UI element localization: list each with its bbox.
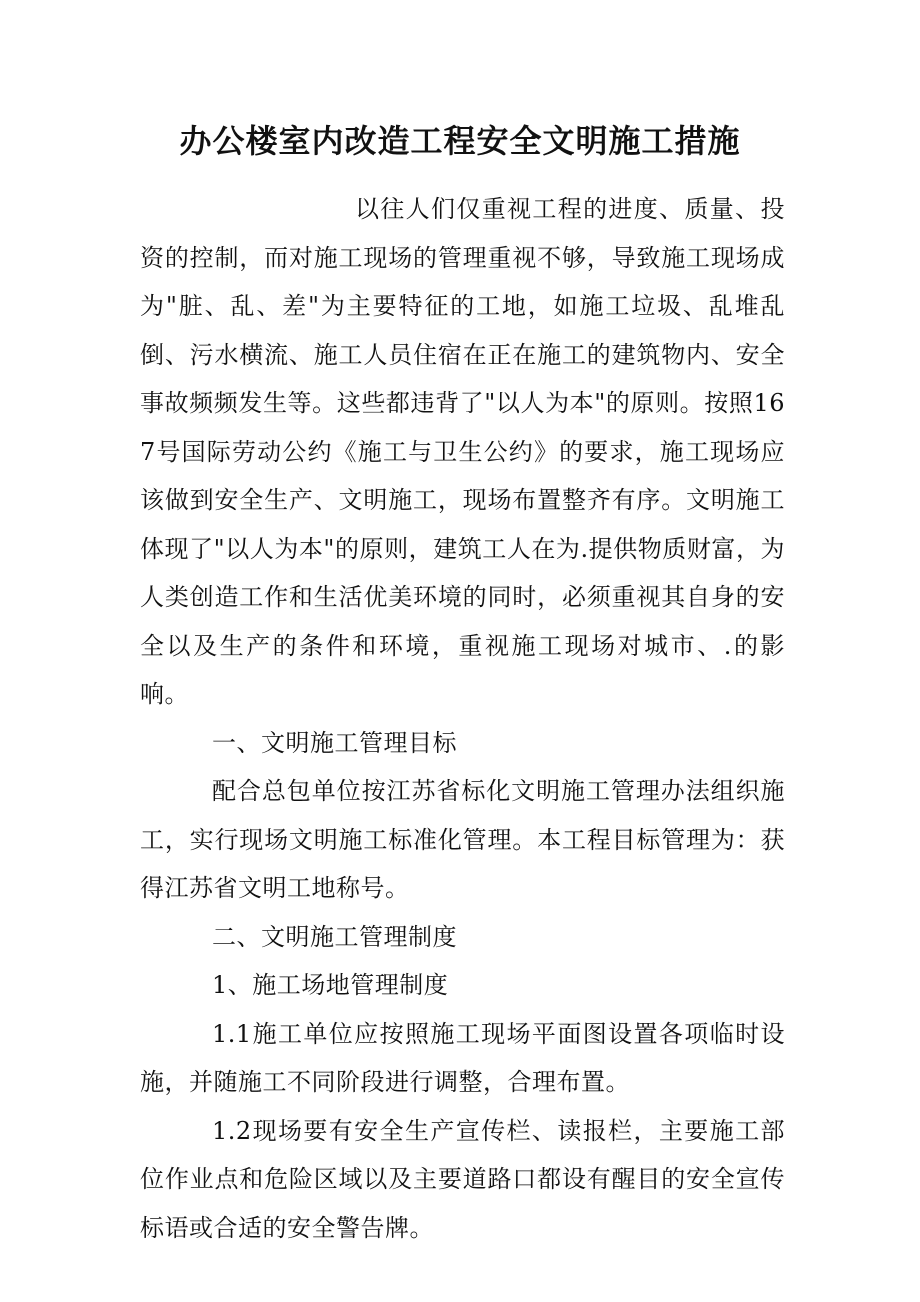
section-heading-1: 一、文明施工管理目标 [212,728,457,757]
body-paragraph: 配合总包单位按江苏省标化文明施工管理办法组织施工，实行现场文明施工标准化管理。本工程目标管理为：获得江苏省文明工地称号。 [140,777,785,902]
document-title: 办公楼室内改造工程安全文明施工措施 [179,122,741,160]
section-heading-2: 二、文明施工管理制度 [212,922,457,951]
intro-paragraph: 以往人们仅重视工程的进度、质量、投资的控制，而对施工现场的管理重视不够，导致施工现场成为"脏、乱、差"为主要特征的工地，如施工垃圾、乱堆乱倒、污水横流、施工人员住宿在正在施工的建筑物内、安全事故频频发生等。这些都违背了"以人为本"的原则。按照167号国际劳动公约《施工与卫生公约》的要求，施工现场应该做到安全生产、文明施工，现场布置整齐有序。文明施工体现了"以人为本"的原则，建筑工人在为.提供物质财富，为人类创造工作和生活优美环境的同时，必须重视其自身的安全以及生产的条件和环境，重视施工现场对城市、.的影响。 [140,195,785,708]
clause-1-2: 1.2现场要有安全生产宣传栏、读报栏，主要施工部位作业点和危险区域以及主要道路口都设有醒目的安全宣传标语或合适的安全警告牌。 [140,1116,785,1242]
subsection-heading: 1、施工场地管理制度 [212,971,449,999]
clause-1-1: 1.1施工单位应按照施工现场平面图设置各项临时设施，并随施工不同阶段进行调整，合理布置。 [140,1019,785,1096]
document-body [140,185,785,1252]
